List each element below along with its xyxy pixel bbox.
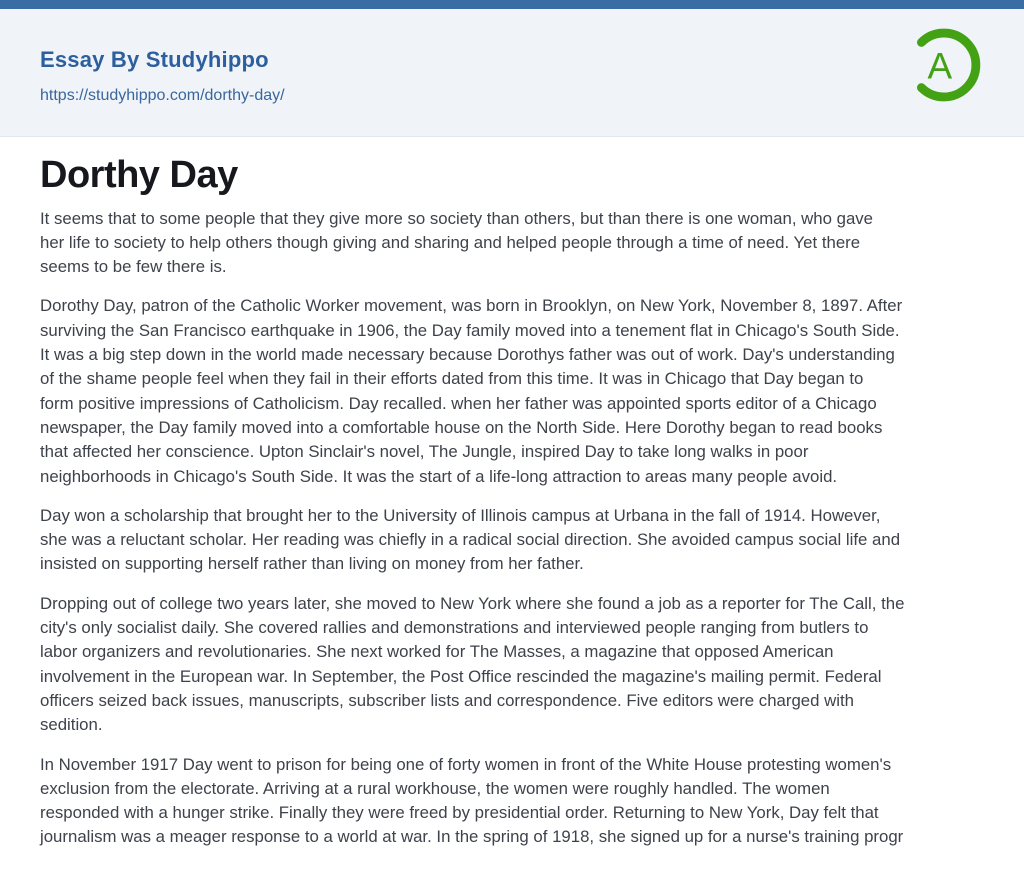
essay-text-line: involvement in the European war. In September, the Post Office rescinded the magazine's mailing permit. Federal	[40, 666, 882, 686]
essay-text-line: she was a reluctant scholar. Her reading was chiefly in a radical social direction. She avoided campus social life and	[40, 530, 901, 550]
logo-arc-icon	[902, 23, 986, 107]
essay-text-line: surviving the San Francisco earthquake in 1906, the Day family moved into a tenement flat in Chicago's South Side.	[40, 320, 900, 340]
essay-text-line: of the shame people feel when they fail in their efforts dated from this time. It was in Chicago that Day began to	[40, 369, 864, 389]
essay-text-line: It was a big step down in the world made necessary because Dorothys father was out of work. Day's understanding	[40, 345, 895, 365]
essay-paragraph	[40, 592, 984, 738]
studyhippo-logo-icon	[902, 23, 986, 107]
essay-url-link[interactable]: https://studyhippo.com/dorthy-day/	[40, 87, 285, 104]
essay-text-line: insisted on supporting herself rather than living on money from her father.	[40, 554, 584, 574]
essay-text-line: Dorothy Day, patron of the Catholic Worker movement, was born in Brooklyn, on New York, November 8, 1897. After	[40, 296, 903, 316]
essay-text-line: her life to society to help others though giving and sharing and helped people through a time of need. Yet there	[40, 232, 861, 252]
article-paragraphs	[40, 207, 984, 850]
essay-article	[0, 153, 1024, 850]
essay-text-line: It seems that to some people that they give more so society than others, but than there is one woman, who gave	[40, 208, 874, 228]
essay-text-line: seems to be few there is.	[40, 257, 227, 277]
essay-text-line: neighborhoods in Chicago's South Side. It was the start of a life-long attraction to areas many people avoid.	[40, 466, 838, 486]
top-accent-bar	[0, 0, 1024, 9]
essay-paragraph	[40, 294, 984, 488]
essay-title: Dorthy Day	[40, 154, 238, 196]
essay-text-line: journalism was a meager response to a world at war. In the spring of 1918, she signed up for a nurse's training progr	[40, 827, 904, 847]
essay-text-line: officers seized back issues, manuscripts, subscriber lists and correspondence. Five editors were charged with	[40, 690, 854, 710]
essay-text-line: In November 1917 Day went to prison for being one of forty women in front of the White House protesting women's	[40, 754, 892, 774]
essay-paragraph	[40, 207, 984, 280]
essay-paragraph	[40, 504, 984, 577]
essay-by-label: Essay By Studyhippo	[40, 47, 269, 72]
page-header	[0, 9, 1024, 137]
essay-text-line: sedition.	[40, 715, 103, 735]
essay-text-line: Dropping out of college two years later, she moved to New York where she found a job as a reporter for The Call, the	[40, 593, 905, 613]
essay-text-line: Day won a scholarship that brought her to the University of Illinois campus at Urbana in the fall of 1914. However,	[40, 505, 881, 525]
essay-text-line: newspaper, the Day family moved into a comfortable house on the North Side. Here Dorothy began to read books	[40, 417, 883, 437]
essay-text-line: labor organizers and revolutionaries. She next worked for The Masses, a magazine that opposed American	[40, 642, 834, 662]
essay-text-line: city's only socialist daily. She covered rallies and demonstrations and interviewed people ranging from butlers to	[40, 618, 869, 638]
logo-letter: A	[927, 45, 953, 87]
essay-text-line: form positive impressions of Catholicism. Day recalled. when her father was appointed sports editor of a Chicago	[40, 393, 877, 413]
essay-text-line: exclusion from the electorate. Arriving at a rural workhouse, the women were roughly handled. The women	[40, 778, 830, 798]
essay-text-line: responded with a hunger strike. Finally they were freed by presidential order. Returning to New York, Day felt that	[40, 803, 879, 823]
essay-text-line: that affected her conscience. Upton Sinclair's novel, The Jungle, inspired Day to take long walks in poor	[40, 442, 809, 462]
essay-paragraph	[40, 753, 984, 850]
